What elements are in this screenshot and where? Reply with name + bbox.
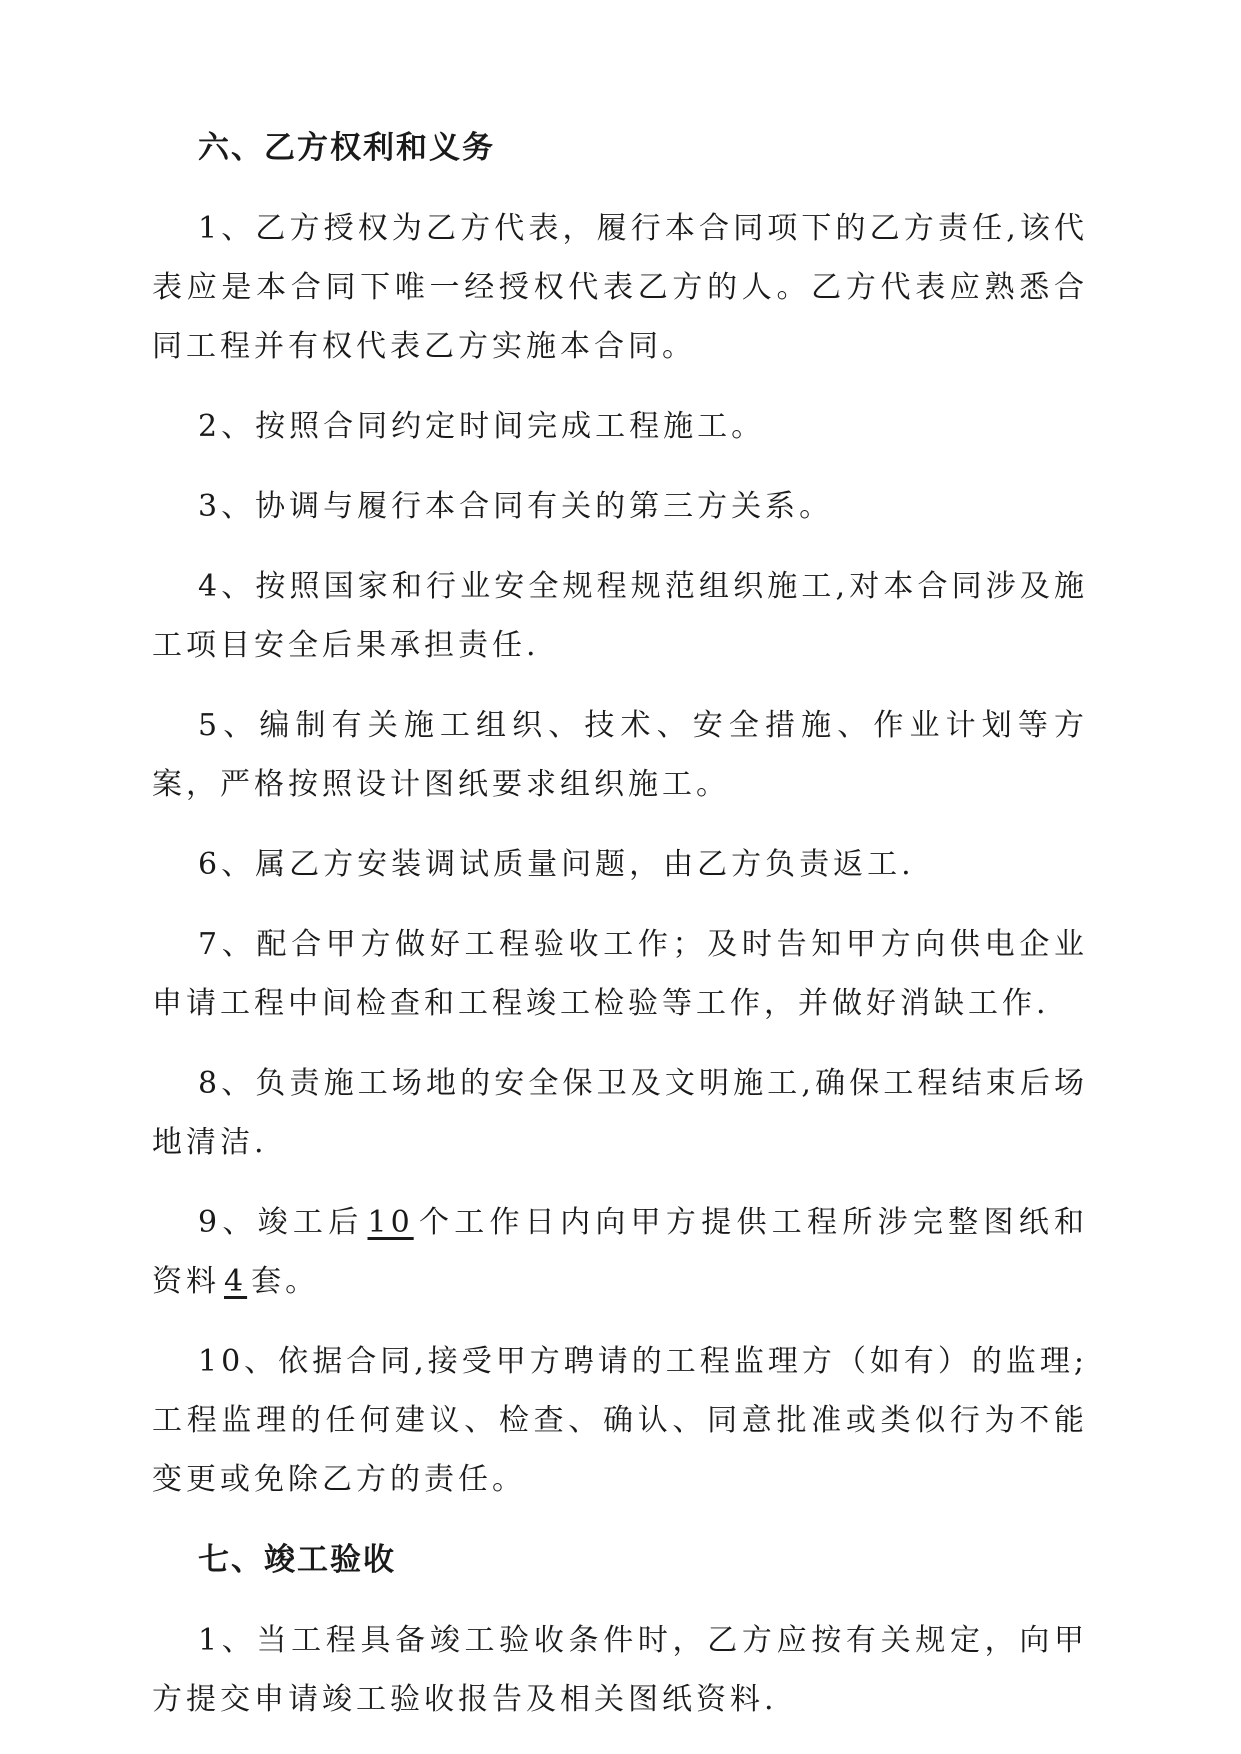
item-9-suffix: 套。 — [251, 1264, 320, 1299]
section-6-title: 六、乙方权利和义务 — [198, 130, 495, 166]
section-6-item-1: 1、乙方授权为乙方代表，履行本合同项下的乙方责任,该代表应是本合同下唯一经授权代表乙方的人。乙方代表应熟悉合同工程并有权代表乙方实施本合同。 — [152, 211, 1088, 364]
section-6-item-3: 3、协调与履行本合同有关的第三方关系。 — [198, 489, 834, 524]
item-9-middle: 个工作日内向甲方提供工程所涉完整图纸和资料 — [152, 1205, 1089, 1299]
section-6-item-6: 6、属乙方安装调试质量问题，由乙方负责返工. — [198, 847, 915, 882]
section-6-item-5: 5、编制有关施工组织、技术、安全措施、作业计划等方案，严格按照设计图纸要求组织施工。 — [152, 708, 1088, 802]
section-6-item-4: 4、按照国家和行业安全规程规范组织施工,对本合同涉及施工项目安全后果承担责任. — [152, 569, 1088, 663]
section-6-item-8: 8、负责施工场地的安全保卫及文明施工,确保工程结束后场地清洁. — [152, 1066, 1088, 1160]
item-9-prefix: 9、竣工后 — [198, 1205, 364, 1240]
item-9-days-value: 10 — [367, 1205, 414, 1240]
document-page — [152, 118, 1088, 1750]
section-6-item-10: 10、依据合同,接受甲方聘请的工程监理方（如有）的监理;工程监理的任何建议、检查、确认、同意批准或类似行为不能变更或免除乙方的责任。 — [152, 1344, 1088, 1497]
section-7-item-1: 1、当工程具备竣工验收条件时，乙方应按有关规定，向甲方提交申请竣工验收报告及相关图纸资料. — [152, 1623, 1088, 1717]
item-9-sets-value: 4 — [224, 1264, 248, 1299]
section-6-item-2: 2、按照合同约定时间完成工程施工。 — [198, 409, 766, 444]
section-7-title: 七、竣工验收 — [198, 1542, 396, 1578]
section-6-item-9 — [152, 1193, 1088, 1311]
section-6-item-7: 7、配合甲方做好工程验收工作；及时告知甲方向供电企业申请工程中间检查和工程竣工检验等工作，并做好消缺工作. — [152, 927, 1088, 1021]
